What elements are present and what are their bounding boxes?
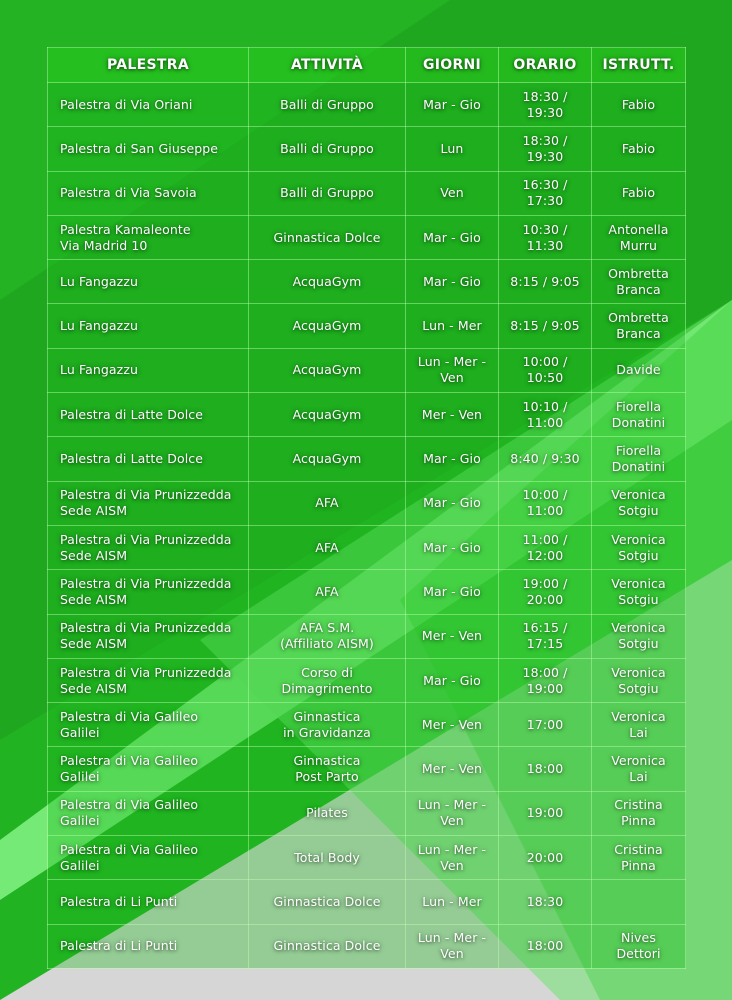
schedule-body	[48, 83, 686, 969]
table-row	[48, 215, 686, 259]
cell-attivita	[249, 260, 406, 304]
orario-text: 18:30 / 19:30	[522, 132, 568, 164]
cell-giorni	[406, 747, 499, 791]
cell-orario	[499, 127, 592, 171]
istruttore-text: Ombretta Branca	[608, 265, 669, 297]
istruttore-text: Fiorella Donatini	[611, 398, 666, 430]
cell-orario	[499, 836, 592, 880]
cell-palestra	[48, 171, 249, 215]
cell-orario	[499, 880, 592, 924]
cell-attivita	[249, 880, 406, 924]
attivita-text: AFA	[315, 583, 339, 599]
cell-istruttore	[592, 127, 686, 171]
giorni-text: Mar - Gio	[423, 583, 481, 599]
cell-giorni	[406, 880, 499, 924]
cell-orario	[499, 703, 592, 747]
table-row	[48, 924, 686, 968]
cell-istruttore	[592, 614, 686, 658]
attivita-text: Balli di Gruppo	[280, 96, 374, 112]
cell-istruttore	[592, 791, 686, 835]
orario-text: 10:30 / 11:30	[522, 221, 568, 253]
cell-giorni	[406, 791, 499, 835]
cell-attivita	[249, 570, 406, 614]
cell-attivita	[249, 791, 406, 835]
istruttore-text: Fabio	[621, 140, 656, 156]
orario-text: 16:30 / 17:30	[522, 177, 568, 209]
istruttore-text: Cristina Pinna	[614, 841, 663, 873]
table-row	[48, 127, 686, 171]
giorni-text: Mer - Ven	[421, 761, 483, 777]
palestra-text: Palestra di Via Galileo Galilei	[60, 753, 199, 785]
attivita-text: Corso di Dimagrimento	[281, 664, 373, 696]
orario-text: 10:00 / 11:00	[522, 487, 568, 519]
palestra-text: Palestra di Latte Dolce	[60, 451, 204, 467]
cell-istruttore	[592, 570, 686, 614]
cell-orario	[499, 481, 592, 525]
orario-text: 18:00	[526, 761, 564, 777]
header-row	[48, 48, 686, 83]
palestra-text: Lu Fangazzu	[60, 362, 139, 378]
cell-palestra	[48, 260, 249, 304]
palestra-text: Palestra di San Giuseppe	[60, 140, 219, 156]
istruttore-text: Fiorella Donatini	[611, 443, 666, 475]
attivita-text: Balli di Gruppo	[280, 185, 374, 201]
cell-attivita	[249, 393, 406, 437]
istruttore-text: Davide	[616, 362, 661, 378]
cell-istruttore	[592, 703, 686, 747]
table-row	[48, 880, 686, 924]
giorni-text: Lun - Mer - Ven	[417, 354, 487, 386]
palestra-text: Palestra Kamaleonte Via Madrid 10	[60, 221, 191, 253]
orario-text: 18:30	[526, 893, 564, 909]
cell-palestra	[48, 437, 249, 481]
cell-orario	[499, 83, 592, 127]
attivita-text: Total Body	[294, 849, 360, 865]
header-giorni: GIORNI	[406, 48, 499, 83]
cell-orario	[499, 791, 592, 835]
cell-attivita	[249, 437, 406, 481]
cell-istruttore	[592, 215, 686, 259]
cell-palestra	[48, 304, 249, 348]
cell-palestra	[48, 348, 249, 392]
attivita-text: AFA	[315, 539, 339, 555]
cell-giorni	[406, 171, 499, 215]
attivita-text: AcquaGym	[292, 451, 362, 467]
attivita-text: AcquaGym	[292, 318, 362, 334]
giorni-text: Mar - Gio	[423, 672, 481, 688]
istruttore-text: Cristina Pinna	[614, 797, 663, 829]
cell-giorni	[406, 836, 499, 880]
cell-palestra	[48, 791, 249, 835]
orario-text: 8:40 / 9:30	[510, 451, 580, 467]
orario-text: 18:00 / 19:00	[522, 664, 568, 696]
cell-orario	[499, 393, 592, 437]
palestra-text: Palestra di Via Prunizzedda Sede AISM	[60, 664, 232, 696]
palestra-text: Palestra di Via Galileo Galilei	[60, 708, 199, 740]
palestra-text: Palestra di Via Galileo Galilei	[60, 841, 199, 873]
cell-istruttore	[592, 171, 686, 215]
cell-giorni	[406, 83, 499, 127]
istruttore-text: Veronica Sotgiu	[611, 487, 666, 519]
cell-orario	[499, 348, 592, 392]
giorni-text: Mar - Gio	[423, 229, 481, 245]
giorni-text: Mar - Gio	[423, 273, 481, 289]
attivita-text: Ginnastica Post Parto	[293, 753, 361, 785]
palestra-text: Palestra di Via Prunizzedda Sede AISM	[60, 575, 232, 607]
cell-palestra	[48, 658, 249, 702]
giorni-text: Mar - Gio	[423, 495, 481, 511]
palestra-text: Palestra di Li Punti	[60, 938, 178, 954]
giorni-text: Lun - Mer - Ven	[417, 930, 487, 962]
giorni-text: Mer - Ven	[421, 716, 483, 732]
istruttore-text: Veronica Sotgiu	[611, 620, 666, 652]
cell-istruttore	[592, 747, 686, 791]
cell-giorni	[406, 348, 499, 392]
attivita-text: Ginnastica Dolce	[273, 229, 381, 245]
istruttore-text: Veronica Lai	[611, 708, 666, 740]
orario-text: 18:00	[526, 938, 564, 954]
cell-palestra	[48, 614, 249, 658]
orario-text: 16:15 / 17:15	[522, 620, 568, 652]
cell-orario	[499, 747, 592, 791]
table-row	[48, 570, 686, 614]
cell-orario	[499, 171, 592, 215]
cell-palestra	[48, 83, 249, 127]
orario-text: 17:00	[526, 716, 564, 732]
orario-text: 20:00	[526, 849, 564, 865]
cell-istruttore	[592, 836, 686, 880]
cell-giorni	[406, 570, 499, 614]
cell-giorni	[406, 215, 499, 259]
attivita-text: AcquaGym	[292, 362, 362, 378]
giorni-text: Mar - Gio	[423, 451, 481, 467]
cell-istruttore	[592, 348, 686, 392]
attivita-text: AcquaGym	[292, 273, 362, 289]
table-row	[48, 83, 686, 127]
orario-text: 19:00 / 20:00	[522, 575, 568, 607]
cell-attivita	[249, 525, 406, 569]
orario-text: 8:15 / 9:05	[510, 318, 580, 334]
cell-istruttore	[592, 924, 686, 968]
cell-istruttore	[592, 393, 686, 437]
attivita-text: Ginnastica in Gravidanza	[283, 708, 371, 740]
giorni-text: Lun - Mer	[422, 318, 482, 334]
attivita-text: Ginnastica Dolce	[273, 893, 381, 909]
cell-giorni	[406, 393, 499, 437]
cell-palestra	[48, 747, 249, 791]
orario-text: 18:30 / 19:30	[522, 88, 568, 120]
table-row	[48, 437, 686, 481]
cell-giorni	[406, 658, 499, 702]
orario-text: 8:15 / 9:05	[510, 273, 580, 289]
giorni-text: Mar - Gio	[423, 96, 481, 112]
palestra-text: Lu Fangazzu	[60, 318, 139, 334]
cell-attivita	[249, 924, 406, 968]
cell-attivita	[249, 658, 406, 702]
cell-giorni	[406, 703, 499, 747]
attivita-text: Balli di Gruppo	[280, 140, 374, 156]
cell-palestra	[48, 127, 249, 171]
cell-istruttore	[592, 437, 686, 481]
cell-attivita	[249, 481, 406, 525]
cell-giorni	[406, 481, 499, 525]
cell-palestra	[48, 215, 249, 259]
attivita-text: AcquaGym	[292, 406, 362, 422]
cell-attivita	[249, 215, 406, 259]
cell-attivita	[249, 83, 406, 127]
table-row	[48, 304, 686, 348]
cell-orario	[499, 525, 592, 569]
cell-palestra	[48, 393, 249, 437]
giorni-text: Lun - Mer - Ven	[417, 797, 487, 829]
table-row	[48, 393, 686, 437]
attivita-text: AFA S.M. (Affiliato AISM)	[280, 620, 374, 652]
giorni-text: Lun - Mer	[422, 893, 482, 909]
table-row	[48, 703, 686, 747]
orario-text: 19:00	[526, 805, 564, 821]
cell-orario	[499, 570, 592, 614]
istruttore-text: Fabio	[621, 96, 656, 112]
table-row	[48, 658, 686, 702]
table-row	[48, 481, 686, 525]
cell-palestra	[48, 481, 249, 525]
cell-giorni	[406, 614, 499, 658]
cell-giorni	[406, 304, 499, 348]
palestra-text: Palestra di Li Punti	[60, 893, 178, 909]
attivita-text: Ginnastica Dolce	[273, 938, 381, 954]
cell-palestra	[48, 836, 249, 880]
cell-palestra	[48, 525, 249, 569]
cell-orario	[499, 260, 592, 304]
table-row	[48, 614, 686, 658]
cell-attivita	[249, 747, 406, 791]
cell-orario	[499, 304, 592, 348]
header-orario: ORARIO	[499, 48, 592, 83]
table-row	[48, 791, 686, 835]
cell-orario	[499, 614, 592, 658]
header-attivita: ATTIVITÀ	[249, 48, 406, 83]
orario-text: 10:00 / 10:50	[522, 354, 568, 386]
orario-text: 10:10 / 11:00	[522, 398, 568, 430]
table-row	[48, 525, 686, 569]
cell-attivita	[249, 836, 406, 880]
giorni-text: Ven	[440, 185, 464, 201]
attivita-text: AFA	[315, 495, 339, 511]
istruttore-text: Fabio	[621, 185, 656, 201]
palestra-text: Palestra di Via Prunizzedda Sede AISM	[60, 487, 232, 519]
cell-istruttore	[592, 658, 686, 702]
cell-istruttore	[592, 525, 686, 569]
cell-istruttore	[592, 481, 686, 525]
istruttore-text: Veronica Sotgiu	[611, 531, 666, 563]
cell-orario	[499, 437, 592, 481]
giorni-text: Mer - Ven	[421, 406, 483, 422]
palestra-text: Palestra di Via Prunizzedda Sede AISM	[60, 531, 232, 563]
istruttore-text: Veronica Lai	[611, 753, 666, 785]
table-row	[48, 260, 686, 304]
istruttore-text: Antonella Murru	[608, 221, 669, 253]
cell-attivita	[249, 348, 406, 392]
cell-orario	[499, 924, 592, 968]
cell-istruttore	[592, 304, 686, 348]
cell-orario	[499, 658, 592, 702]
istruttore-text: Veronica Sotgiu	[611, 575, 666, 607]
istruttore-text: Ombretta Branca	[608, 310, 669, 342]
cell-palestra	[48, 703, 249, 747]
istruttore-text: Nives Dettori	[616, 930, 661, 962]
attivita-text: Pilates	[306, 805, 348, 821]
header-palestra: PALESTRA	[48, 48, 249, 83]
cell-giorni	[406, 127, 499, 171]
cell-giorni	[406, 525, 499, 569]
cell-giorni	[406, 260, 499, 304]
giorni-text: Mar - Gio	[423, 539, 481, 555]
header-istruttore: ISTRUTT.	[592, 48, 686, 83]
palestra-text: Palestra di Latte Dolce	[60, 406, 204, 422]
giorni-text: Mer - Ven	[421, 628, 483, 644]
cell-attivita	[249, 614, 406, 658]
palestra-text: Lu Fangazzu	[60, 273, 139, 289]
cell-attivita	[249, 127, 406, 171]
istruttore-text: Veronica Sotgiu	[611, 664, 666, 696]
table-row	[48, 348, 686, 392]
table-row	[48, 171, 686, 215]
table-row	[48, 747, 686, 791]
cell-orario	[499, 215, 592, 259]
cell-istruttore	[592, 260, 686, 304]
cell-attivita	[249, 304, 406, 348]
palestra-text: Palestra di Via Prunizzedda Sede AISM	[60, 620, 232, 652]
cell-giorni	[406, 437, 499, 481]
cell-istruttore	[592, 880, 686, 924]
cell-palestra	[48, 880, 249, 924]
cell-istruttore	[592, 83, 686, 127]
palestra-text: Palestra di Via Galileo Galilei	[60, 797, 199, 829]
cell-attivita	[249, 703, 406, 747]
cell-giorni	[406, 924, 499, 968]
cell-palestra	[48, 570, 249, 614]
palestra-text: Palestra di Via Savoia	[60, 185, 197, 201]
table-row	[48, 836, 686, 880]
cell-palestra	[48, 924, 249, 968]
schedule-table	[47, 47, 686, 969]
cell-attivita	[249, 171, 406, 215]
giorni-text: Lun	[440, 140, 464, 156]
giorni-text: Lun - Mer - Ven	[417, 841, 487, 873]
orario-text: 11:00 / 12:00	[522, 531, 568, 563]
palestra-text: Palestra di Via Oriani	[60, 96, 193, 112]
